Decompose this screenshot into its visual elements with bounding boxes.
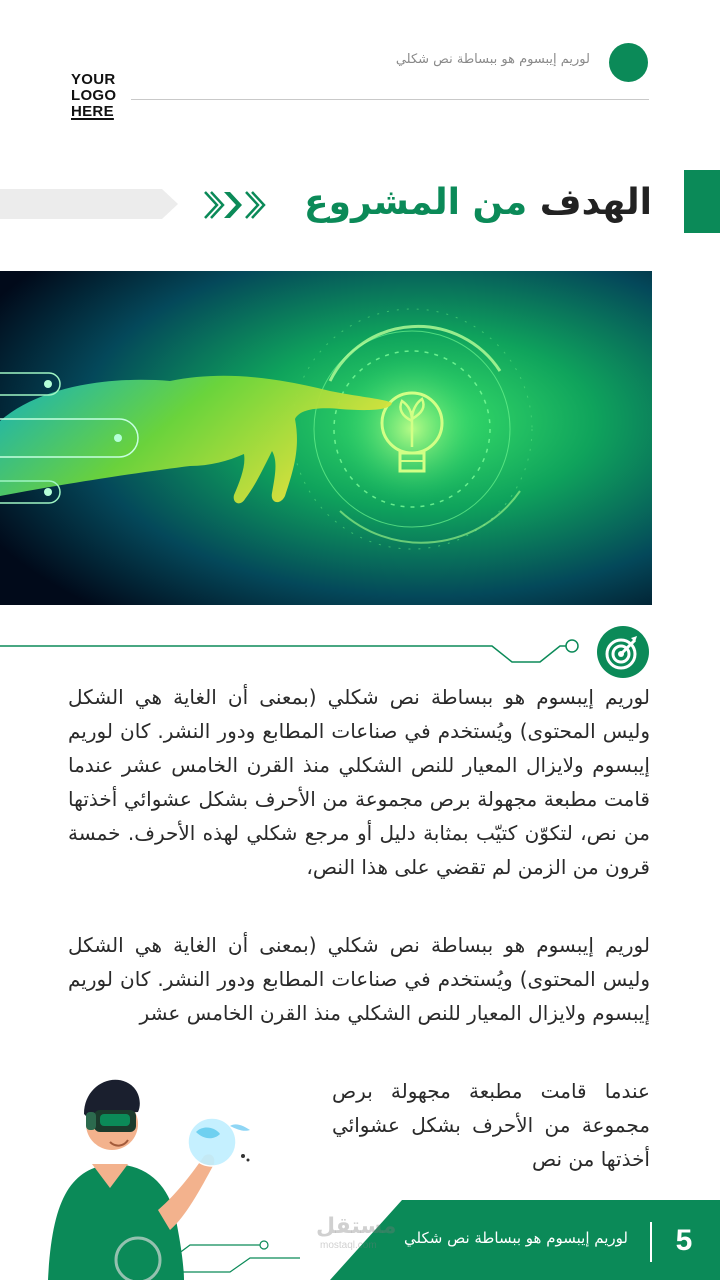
header-divider — [131, 99, 649, 100]
logo-line-1: YOUR — [71, 71, 116, 88]
title-accent-part: من المشروع — [303, 182, 528, 223]
logo-line-3: HERE — [71, 103, 114, 120]
hero-image — [0, 271, 652, 605]
page-number: 5 — [675, 1224, 693, 1257]
footer-text: لوريم إيبسوم هو ببساطة نص شكلي — [403, 1229, 628, 1247]
footer-separator — [650, 1222, 652, 1262]
watermark: مستقل — [316, 1214, 397, 1239]
paragraph-1: لوريم إيبسوم هو ببساطة نص شكلي (بمعنى أن الغاية هي الشكل وليس المحتوى) ويُستخدم في صناعات المطابع ودور النشر. كان لوريم إيبسوم ولايزال المعيار للنص الشكلي منذ القرن الخامس عشر عندما قامت مطبعة مجهولة برص مجموعة من الأحرف بشكل عشوائي أخذتها من نص، لتكوّن كتيّب بمثابة دليل أو مرجع شكلي لهذه الأحرف. خمسة قرون من الزمن لم تقضي على هذا النص، — [68, 685, 650, 879]
target-circle — [597, 626, 649, 678]
logo-line-2: LOGO — [71, 87, 117, 104]
page-title — [304, 176, 652, 230]
header-circle-decoration — [609, 43, 648, 82]
title-bar-decoration — [0, 189, 178, 219]
paragraph-2: لوريم إيبسوم هو ببساطة نص شكلي (بمعنى أن الغاية هي الشكل وليس المحتوى) ويُستخدم في صناعات المطابع ودور النشر. كان لوريم إيبسوم ولايزال المعيار للنص الشكلي منذ القرن الخامس عشر — [68, 933, 650, 1025]
title-side-block — [684, 170, 720, 233]
circuit-divider — [0, 624, 600, 674]
header-subtitle: لوريم إيبسوم هو ببساطة نص شكلي — [395, 52, 590, 67]
title-dark-part: الهدف — [539, 182, 652, 223]
watermark-url: mostaql.com — [320, 1240, 377, 1251]
paragraph-3: عندما قامت مطبعة مجهولة برص مجموعة من الأحرف بشكل عشوائي أخذتها من نص — [332, 1079, 650, 1171]
target-arrow-icon — [597, 626, 649, 678]
chevrons-icon — [202, 188, 270, 222]
logo — [71, 72, 131, 120]
